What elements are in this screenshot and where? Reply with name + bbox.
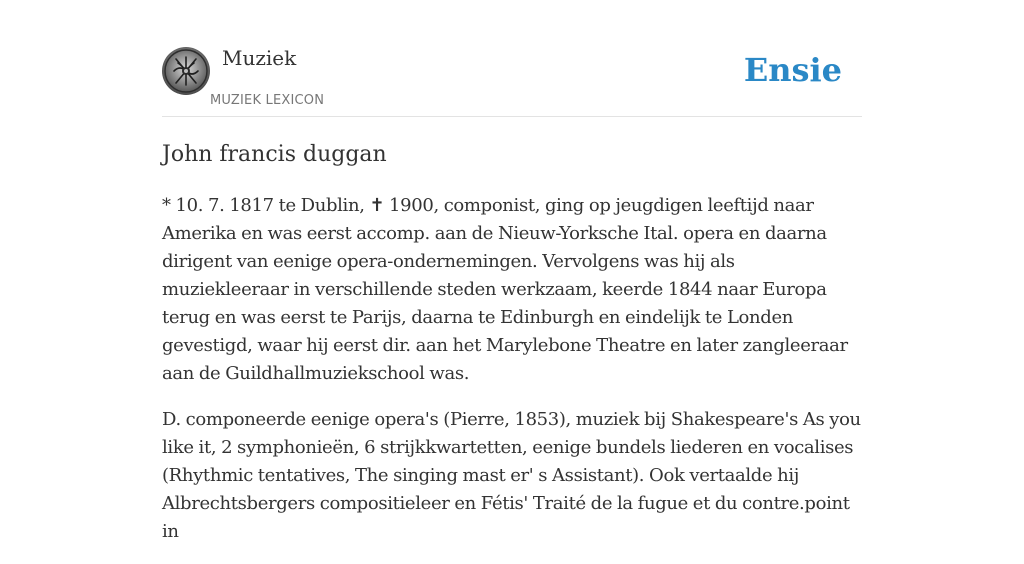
article-title: John francis duggan (162, 142, 387, 167)
brand-logo[interactable]: Ensie (743, 51, 842, 89)
source-title[interactable]: Muziek (222, 46, 297, 70)
article-paragraph: D. componeerde eenige opera's (Pierre, 1853), muziek bij Shakespeare's As you like it, 2 symphonieën, 6 strijkkwartetten, eenige bundels liederen en vocalises (Rhythmic tentatives, The singing mast er' s Assistant). Ook vertaalde hij Albrechtsbergers compositieleer en Fétis' Traité de la fugue et du contre.point in (162, 409, 861, 542)
source-header (162, 46, 862, 117)
source-subtitle: MUZIEK LEXICON (210, 93, 325, 108)
article-body (162, 192, 862, 564)
article-paragraph: * 10. 7. 1817 te Dublin, ✝ 1900, componist, ging op jeugdigen leeftijd naar Amerika en was eerst accomp. aan de Nieuw-Yorksche Ital. opera en daarna dirigent van eenige opera-ondernemingen. Vervolgens was hij als muziekleeraar in verschillende steden werkzaam, keerde 1844 naar Europa terug en was eerst te Parijs, daarna te Edinburgh en eindelijk te Londen gevestigd, waar hij eerst dir. aan het Marylebone Theatre en later zangleeraar aan de Guildhallmuziekschool was. (162, 195, 848, 384)
muziek-emblem-icon[interactable] (162, 47, 210, 95)
